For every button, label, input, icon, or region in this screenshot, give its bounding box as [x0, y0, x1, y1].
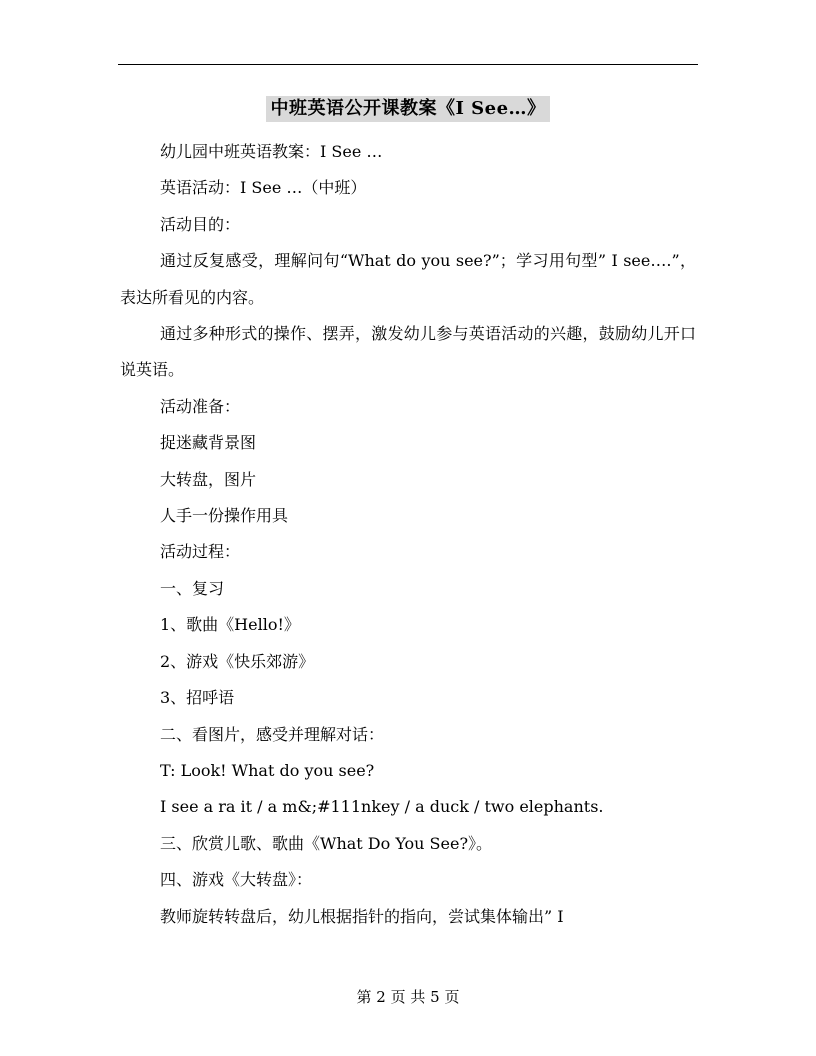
page-number-footer: 第 2 页 共 5 页	[356, 988, 460, 1006]
paragraph: 二、看图片，感受并理解对话：	[160, 724, 385, 744]
paragraph: 活动准备：	[160, 396, 241, 416]
title-container	[0, 96, 816, 122]
paragraph: 大转盘，图片	[160, 469, 257, 489]
paragraph: 活动目的：	[160, 214, 241, 234]
document-body	[120, 134, 696, 935]
paragraph: 三、欣赏儿歌、歌曲《What Do You See?》。	[160, 833, 493, 853]
paragraph: 3、招呼语	[160, 688, 235, 708]
paragraph: 人手一份操作用具	[160, 506, 289, 526]
paragraph: 一、复习	[160, 578, 225, 598]
paragraph: 捉迷藏背景图	[160, 433, 257, 453]
paragraph: 通过反复感受，理解问句“What do you see?”；学习用句型” I see….”，表达所看见的内容。	[120, 251, 696, 307]
paragraph: 活动过程：	[160, 542, 241, 562]
paragraph: I see a ra it / a m&;#111nkey / a duck / two elephants.	[160, 797, 604, 817]
paragraph: 通过多种形式的操作、摆弄，激发幼儿参与英语活动的兴趣，鼓励幼儿开口说英语。	[120, 324, 696, 380]
paragraph: 四、游戏《大转盘》：	[160, 870, 313, 890]
header-rule	[118, 64, 698, 65]
document-title: 中班英语公开课教案《I See…》	[266, 96, 549, 122]
paragraph: 幼儿园中班英语教案：I See …	[160, 142, 383, 161]
paragraph: 2、游戏《快乐郊游》	[160, 651, 315, 671]
paragraph: T: Look! What do you see?	[160, 760, 375, 780]
paragraph: 1、歌曲《Hello!》	[160, 615, 300, 635]
paragraph: 英语活动：I See …（中班）	[160, 178, 367, 198]
paragraph: 教师旋转转盘后，幼儿根据指针的指向，尝试集体输出” I	[160, 906, 564, 926]
